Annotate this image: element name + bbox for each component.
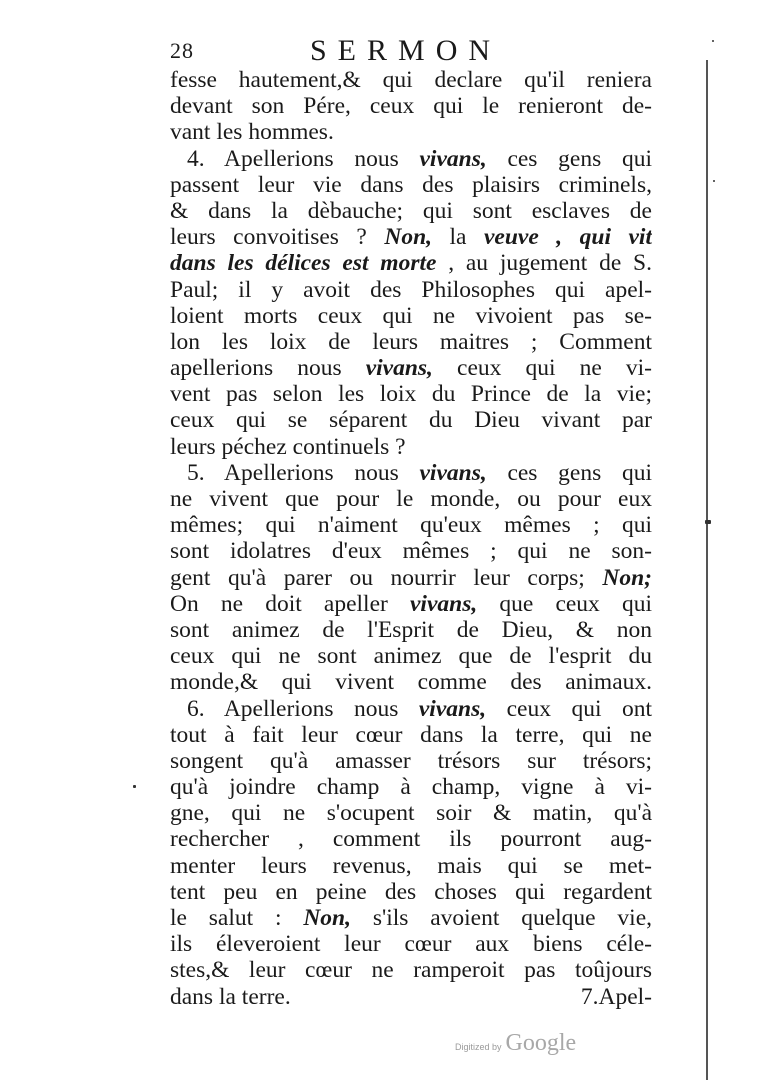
text-line <box>170 355 652 381</box>
text-span: 5. Apellerions nous <box>187 459 420 486</box>
text-line: vent pas selon les loix du Prince de la vie; <box>170 381 652 408</box>
text-line: monde,& qui vivent comme des animaux. <box>170 669 652 696</box>
italic-span: Non, <box>384 224 433 251</box>
sermon-text <box>170 67 652 1010</box>
text-line: devant son Pére, ceux qui le renieront de- <box>170 93 652 120</box>
text-line <box>170 591 652 617</box>
digitization-watermark <box>455 1030 576 1064</box>
text-line: fesse hautement,& qui declare qu'il reniera <box>170 67 652 93</box>
text-span: leurs convoitises ? <box>170 224 385 251</box>
text-span: ceux qui ont <box>486 695 652 722</box>
text-line <box>170 250 652 276</box>
running-title: SERMON <box>310 34 502 67</box>
google-logo: Google <box>505 1030 577 1056</box>
text-line <box>170 224 652 250</box>
text-span: s'ils avoient quelque vie, <box>351 905 652 931</box>
text-span: 6. Apellerions nous <box>187 695 419 722</box>
ink-speck <box>712 40 714 42</box>
text-line: mêmes; qui n'aiment qu'eux mêmes ; qui <box>170 512 652 539</box>
text-line: tent peu en peine des choses qui regardent <box>170 878 652 905</box>
italic-span: vivans, <box>419 459 487 486</box>
italic-span: Non, <box>303 905 351 931</box>
text-line: gne, qui ne s'ocupent soir & matin, qu'à <box>170 800 652 827</box>
italic-span: veuve , qui vit <box>483 224 652 251</box>
text-line: ceux qui se séparent du Dieu vivant par <box>170 407 652 434</box>
final-line-text: dans la terre. <box>170 983 291 1010</box>
text-span: , au jugement de S. <box>436 250 652 277</box>
text-line: ne vivent que pour le monde, ou pour eux <box>170 486 652 512</box>
italic-span: vivans, <box>365 355 433 382</box>
text-line <box>170 696 652 722</box>
italic-span: vivans, <box>419 145 487 172</box>
text-line <box>170 460 652 486</box>
text-span: ceux qui ne vi- <box>432 355 652 382</box>
text-span: le salut : <box>170 905 304 931</box>
text-line: stes,& leur cœur ne ramperoit pas toûjours <box>170 957 652 984</box>
text-line <box>170 146 652 172</box>
text-span: On ne doit apeller <box>170 590 410 617</box>
text-span: gent qu'à parer ou nourrir leur corps; <box>170 564 603 591</box>
final-line <box>170 984 652 1010</box>
text-span: la <box>432 224 484 251</box>
text-line: lon les loix de leurs maitres ; Comment <box>170 328 652 355</box>
text-span: ces gens qui <box>486 459 652 486</box>
text-span: apellerions nous <box>170 355 366 382</box>
text-line: vant les hommes. <box>170 119 334 146</box>
italic-span: dans les délices est morte <box>170 250 437 277</box>
text-line <box>170 565 652 591</box>
catchword: 7.Apel- <box>580 983 652 1010</box>
text-line: sont idolatres d'eux mêmes ; qui ne son- <box>170 538 652 565</box>
text-span: 4. Apellerions nous <box>187 145 420 172</box>
text-line: qu'à joindre champ à champ, vigne à vi- <box>170 774 652 801</box>
text-span: que ceux qui <box>477 590 652 617</box>
page-number: 28 <box>170 38 194 63</box>
italic-span: vivans, <box>418 695 487 722</box>
ink-speck <box>705 520 711 524</box>
running-head <box>160 36 660 66</box>
text-line: menter leurs revenus, mais qui se met- <box>170 852 652 879</box>
page-gutter-edge <box>706 60 708 1080</box>
text-line: passent leur vie dans des plaisirs criminels, <box>170 171 652 198</box>
text-line: tout à fait leur cœur dans la terre, qui ne <box>170 721 652 748</box>
text-line: loient morts ceux qui ne vivoient pas se- <box>170 302 652 329</box>
text-line: leurs péchez continuels ? <box>170 433 406 460</box>
italic-span: vivans, <box>409 590 478 617</box>
text-line: & dans la dèbauche; qui sont esclaves de <box>170 197 652 224</box>
text-line: ils éleveroient leur cœur aux biens céle- <box>170 931 652 958</box>
text-span: ces gens qui <box>486 145 652 172</box>
text-line: Paul; il y avoit des Philosophes qui apel- <box>170 276 652 303</box>
text-line <box>170 905 652 931</box>
ink-speck <box>713 180 715 182</box>
text-line: songent qu'à amasser trésors sur trésors; <box>170 747 652 774</box>
text-line: sont animez de l'Esprit de Dieu, & non <box>170 616 652 643</box>
ink-speck <box>133 785 136 788</box>
text-line: ceux qui ne sont animez que de l'esprit du <box>170 643 652 670</box>
text-line: rechercher , comment ils pourront aug- <box>170 826 652 853</box>
italic-span: Non; <box>602 564 652 591</box>
digitized-label: Digitized by <box>455 1042 502 1052</box>
